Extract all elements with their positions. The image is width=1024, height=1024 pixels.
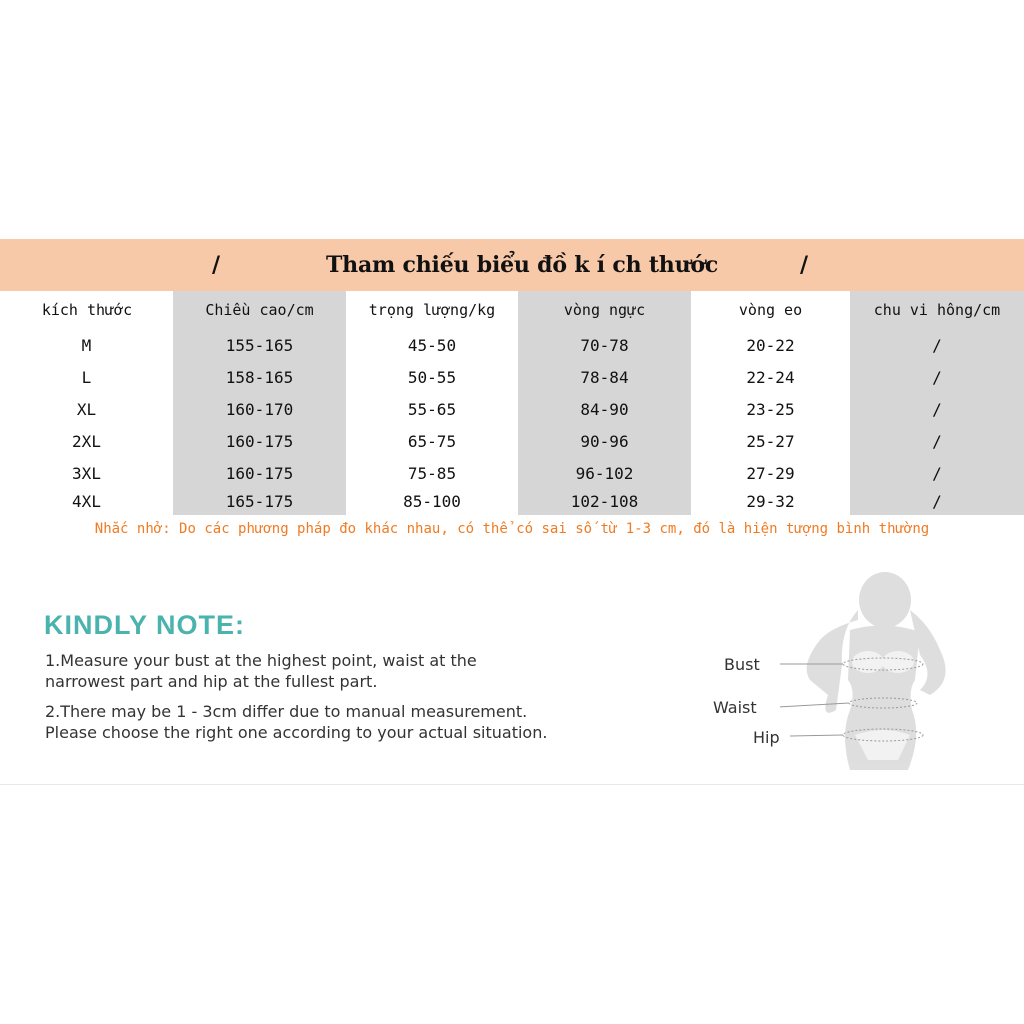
page-title: Tham chiếu biểu đồ k í ch thước: [326, 252, 719, 278]
column-header: trọng lượng/kg: [368, 301, 496, 319]
table-cell: 78-84: [580, 368, 629, 387]
column-waist: [691, 291, 850, 515]
table-cell: 50-55: [407, 368, 457, 387]
table-cell: 160-175: [225, 464, 294, 483]
bust-label: Bust: [724, 655, 760, 674]
table-cell: /: [932, 336, 942, 355]
column-header: kích thước: [41, 301, 133, 319]
hip-label: Hip: [753, 728, 780, 747]
column-header: vòng eo: [738, 301, 803, 319]
table-cell: 160-175: [225, 432, 294, 451]
column-weight: [346, 291, 518, 515]
table-cell: 27-29: [746, 464, 795, 483]
table-cell: 29-32: [746, 492, 795, 511]
table-cell: 90-96: [580, 432, 629, 451]
table-cell: L: [81, 368, 92, 387]
column-hip: [850, 291, 1024, 515]
table-cell: 20-22: [746, 336, 795, 355]
column-header: chu vi hông/cm: [873, 301, 1001, 319]
column-height: [173, 291, 346, 515]
table-cell: 22-24: [746, 368, 795, 387]
table-cell: 102-108: [570, 492, 639, 511]
table-cell: XL: [76, 400, 97, 419]
column-size: [0, 291, 173, 515]
measurement-reminder: Nhắc nhở: Do các phương pháp đo khác nhau, có thể có sai số từ 1-3 cm, đó là hiện tượng bình thường: [94, 521, 930, 537]
table-cell: /: [932, 432, 942, 451]
table-cell: /: [932, 400, 942, 419]
table-cell: 25-27: [746, 432, 795, 451]
note-line: 2.There may be 1 - 3cm differ due to manual measurement.: [45, 702, 528, 721]
table-cell: 85-100: [403, 492, 461, 511]
table-cell: 165-175: [225, 492, 294, 511]
title-banner: [0, 239, 1024, 291]
column-header: Chiều cao/cm: [205, 301, 314, 319]
title-left-mark: /: [212, 252, 221, 278]
column-header: vòng ngực: [563, 301, 646, 319]
table-cell: /: [932, 492, 942, 511]
table-cell: 96-102: [575, 464, 634, 483]
table-cell: M: [81, 336, 92, 355]
table-cell: /: [932, 368, 942, 387]
table-cell: 75-85: [407, 464, 457, 483]
table-cell: 155-165: [225, 336, 294, 355]
table-cell: 45-50: [407, 336, 457, 355]
column-bust: [518, 291, 691, 515]
table-cell: /: [932, 464, 942, 483]
table-cell: 55-65: [407, 400, 457, 419]
kindly-note-heading: KINDLY NOTE:: [44, 610, 246, 640]
note-line: narrowest part and hip at the fullest part.: [45, 672, 378, 691]
table-cell: 160-170: [225, 400, 294, 419]
table-cell: 23-25: [746, 400, 795, 419]
table-cell: 84-90: [580, 400, 629, 419]
note-line: Please choose the right one according to your actual situation.: [45, 723, 548, 742]
body-silhouette-illustration: [780, 570, 980, 780]
table-cell: 2XL: [72, 432, 101, 451]
table-cell: 3XL: [72, 464, 101, 483]
table-cell: 4XL: [72, 492, 101, 511]
table-cell: 70-78: [580, 336, 629, 355]
waist-label: Waist: [713, 698, 757, 717]
table-cell: 158-165: [225, 368, 294, 387]
title-right-mark: /: [800, 252, 809, 278]
size-table: [0, 291, 1024, 515]
table-cell: 65-75: [407, 432, 457, 451]
note-line: 1.Measure your bust at the highest point, waist at the: [45, 651, 477, 670]
